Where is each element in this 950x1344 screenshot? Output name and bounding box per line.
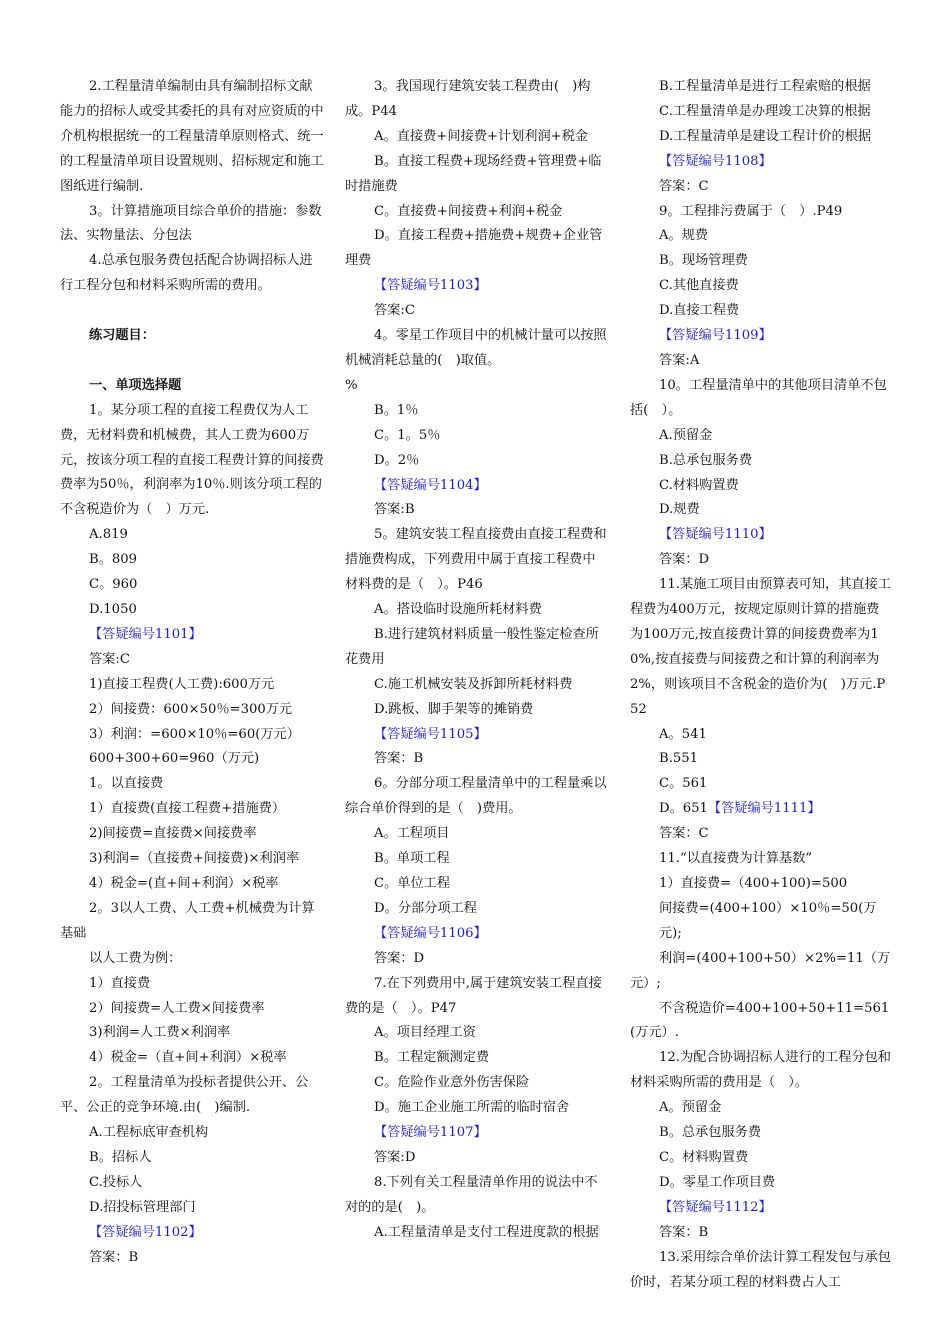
paragraph-text: A。直接费+间接费+计划利润+税金 [374,128,589,144]
paragraph-text: B。招标人 [89,1149,152,1165]
paragraph-text: 答案：B [374,751,424,767]
paragraph-text: 答案：C [659,178,709,194]
paragraph [60,648,325,673]
paragraph [630,224,892,249]
column-1 [60,75,325,1270]
paragraph-text: 1。以直接费 [89,776,164,792]
paragraph [60,847,325,872]
paragraph-text: 1。某分项工程的直接工程费仅为人工费，无材料费和机械费，其人工费为600万元，按该分项工程的直接工程费计算的间接费费率为50％，利润率为10％.则该分项工程的不含税造价为（ ）万元. [60,402,324,518]
paragraph-text: 6。分部分项工程量清单中的工程量乘以综合单价得到的是（ )费用。 [345,776,607,817]
paragraph [345,972,607,1022]
question-ref-label [345,922,607,947]
paragraph [630,75,892,100]
paragraph [345,772,607,822]
paragraph [630,1221,892,1246]
paragraph-text: 10。工程量清单中的其他项目清单不包括( ）。 [630,377,887,418]
paragraph-text: 2。工程量清单为投标者提供公开、公平、公正的竞争环境.由( )编制. [60,1075,309,1116]
paragraph [345,1221,607,1246]
paragraph [630,449,892,474]
paragraph [60,1146,325,1171]
paragraph-text: 答案:C [89,651,130,667]
paragraph-text: 【答疑编号1108】 [659,153,772,169]
paragraph-text: A.819 [89,527,128,543]
paragraph-text: C。材料购置费 [659,1149,749,1165]
paragraph [630,374,892,424]
paragraph [345,1171,607,1221]
paragraph-text: 答案：D [659,552,710,568]
paragraph-text: 【答疑编号1109】 [659,328,772,344]
paragraph-text: D.1050 [89,602,137,617]
paragraph-text: 4）税金=(直+间+利润）×税率 [89,875,279,891]
paragraph-text: 【答疑编号1104】 [374,477,487,493]
paragraph [630,548,892,573]
paragraph [630,1146,892,1171]
paragraph [630,1046,892,1096]
column-3 [630,75,892,1295]
paragraph [630,747,892,772]
paragraph [345,598,607,623]
paragraph-text: A。项目经理工资 [374,1025,476,1041]
paragraph-text: 答案:C [374,303,415,319]
paragraph [630,947,892,997]
paragraph-text: 13.采用综合单价法计算工程发包与承包价时，若某分项工程的材料费占人工 [630,1249,891,1290]
paragraph [60,249,325,299]
paragraph-text: 2）间接费：600×50％=300万元 [89,701,293,717]
paragraph-text: 12.为配合协调招标人进行的工程分包和材料采购所需的费用是（ ）。 [630,1050,891,1091]
paragraph [60,1121,325,1146]
paragraph-text: D.工程量清单是建设工程计价的根据 [659,128,872,144]
paragraph-text: 不含税造价=400+100+50+11=561(万元）. [630,1000,890,1041]
paragraph [345,1021,607,1046]
paragraph [630,200,892,225]
paragraph-text: D.规费 [659,502,700,518]
paragraph-text: 答案：B [659,1224,709,1240]
paragraph-text: C.其他直接费 [659,278,739,294]
paragraph [630,573,892,722]
paragraph-text: D。分部分项工程 [374,900,477,916]
paragraph [345,698,607,723]
paragraph-text: C。561 [659,776,708,792]
paragraph-text: 答案：C [659,826,709,842]
paragraph [60,324,325,349]
paragraph-text: B.进行建筑材料质量一般性鉴定检查所花费用 [345,626,599,667]
paragraph-text: 2）间接费=人工费×间接费率 [89,1000,265,1016]
paragraph-text: 答案:B [374,502,415,518]
paragraph [345,872,607,897]
paragraph [630,299,892,324]
paragraph-text: % [345,377,358,393]
question-ref-label [345,1121,607,1146]
paragraph [345,947,607,972]
paragraph-text: 2.工程量清单编制由具有编制招标文献能力的招标人或受其委托的具有对应资质的中介机构根据统一的工程量清单原则格式、统一的工程量清单项目设置规则、招标规定和施工图纸进行编制. [60,79,324,194]
paragraph [630,897,892,947]
paragraph-text: 练习题目： [89,328,155,344]
paragraph [60,797,325,822]
blank-line [60,349,325,374]
paragraph-text: 一、单项选择题 [89,377,182,393]
paragraph [630,1096,892,1121]
paragraph [60,75,325,200]
paragraph-text: A。工程项目 [374,826,450,842]
paragraph-text: 利润=(400+100+50）×2%=11（万元）; [630,950,891,991]
question-ref-label [345,723,607,748]
paragraph-text: C.投标人 [89,1174,143,1190]
paragraph [60,200,325,250]
paragraph [630,772,892,797]
paragraph [630,498,892,523]
paragraph-text: 以人工费为例： [89,950,182,966]
paragraph [345,897,607,922]
paragraph [60,723,325,748]
paragraph-text: 【答疑编号1102】 [89,1224,202,1240]
paragraph-text: A。541 [659,726,707,742]
paragraph [60,374,325,399]
paragraph [345,424,607,449]
question-ref-label [630,324,892,349]
paragraph-text: C。危险作业意外伤害保险 [374,1075,530,1091]
paragraph-text: 1）直接费 [89,975,151,991]
paragraph-text: D。2％ [374,452,420,468]
paragraph-text: 【答疑编号1110】 [659,527,772,543]
paragraph-text: 5。建筑安装工程直接费由直接工程费和措施费构成，下列费用中属于直接工程费中材料费的是（ ）。P46 [345,527,607,593]
paragraph [60,573,325,598]
paragraph [60,1071,325,1121]
paragraph-text: 9。工程排污费属于（ ）.P49 [659,203,843,219]
paragraph-text: 3）利润：=600×10％=60(万元） [89,726,300,742]
paragraph [345,150,607,200]
paragraph [60,698,325,723]
paragraph [60,673,325,698]
paragraph-text: 1）直接费=（400+100)=500 [659,876,848,891]
paragraph [60,897,325,947]
paragraph [345,224,607,274]
paragraph-text: 间接费=(400+100）×10％=50(万元); [659,900,877,941]
paragraph-text: 【答疑编号1105】 [374,726,487,742]
paragraph-text: A.预留金 [659,427,713,443]
paragraph [345,200,607,225]
paragraph [345,299,607,324]
paragraph [60,872,325,897]
paragraph-text: A。预留金 [659,1100,722,1116]
paragraph-text: C。1。5％ [374,427,441,443]
question-ref-label [630,523,892,548]
paragraph [345,324,607,374]
paragraph-text: 【答疑编号1101】 [89,626,202,642]
paragraph-text: 【答疑编号1103】 [374,278,487,294]
paragraph-text: A。搭设临时设施所耗材料费 [374,602,542,618]
paragraph [345,1071,607,1096]
paragraph [630,100,892,125]
paragraph [630,822,892,847]
paragraph [630,847,892,872]
paragraph-text: B。直接工程费+现场经费+管理费+临时措施费 [345,153,602,194]
question-ref-label [630,150,892,175]
paragraph-text: 2)间接费=直接费×间接费率 [89,826,257,842]
paragraph [60,1046,325,1071]
paragraph-text: A.工程量清单是支付工程进度款的根据 [374,1224,599,1240]
paragraph [630,997,892,1047]
paragraph-text: 1）直接费(直接工程费+措施费） [89,801,286,817]
paragraph-text: B。1％ [374,402,419,418]
paragraph [60,399,325,524]
paragraph [60,747,325,772]
paragraph [345,1146,607,1171]
paragraph [630,249,892,274]
paragraph [630,424,892,449]
paragraph-text: B.551 [659,751,699,767]
paragraph [345,747,607,772]
paragraph-text: 600+300+60=960（万元) [89,751,260,767]
paragraph [630,274,892,299]
paragraph [630,349,892,374]
paragraph-text: D。651 [659,801,708,817]
paragraph [345,125,607,150]
paragraph [345,673,607,698]
paragraph [60,1171,325,1196]
paragraph-text: B.工程量清单是进行工程索赔的根据 [659,79,871,94]
paragraph-text: 3。计算措施项目综合单价的措施：参数法、实物量法、分包法 [60,203,322,244]
paragraph-text: B.总承包服务费 [659,452,753,468]
paragraph [345,498,607,523]
paragraph-text: 【答疑编号1106】 [374,925,487,941]
column-2 [345,75,607,1246]
paragraph-text: C。直接费+间接费+利润+税金 [374,203,563,219]
paragraph-text: C.施工机械安装及拆卸所耗材料费 [374,676,573,692]
paragraph-text: D。零星工作项目费 [659,1174,776,1190]
paragraph [345,1046,607,1071]
paragraph [345,399,607,424]
paragraph [630,1171,892,1196]
paragraph-text: D.跳板、脚手架等的摊销费 [374,701,534,717]
paragraph-text: 2。3以人工费、人工费+机械费为计算基础 [60,900,315,941]
paragraph [630,1246,892,1296]
paragraph-text: D。直接工程费+措施费+规费+企业管理费 [345,228,603,269]
paragraph [630,872,892,897]
paragraph-text: 11.“以直接费为计算基数” [659,851,813,867]
paragraph [630,474,892,499]
paragraph-text: 4。零星工作项目中的机械计量可以按照机械消耗总量的( )取值。 [345,328,607,368]
paragraph [60,598,325,623]
paragraph [60,523,325,548]
paragraph [60,947,325,972]
paragraph [630,797,892,822]
paragraph-text: D.招投标管理部门 [89,1199,196,1215]
paragraph-text: 答案：B [89,1249,139,1265]
paragraph [345,822,607,847]
paragraph-text: 答案：D [374,950,425,966]
paragraph-text: 4.总承包服务费包括配合协调招标人进行工程分包和材料采购所需的费用。 [60,253,313,294]
paragraph [630,125,892,150]
paragraph [60,1246,325,1271]
paragraph-text: C.材料购置费 [659,477,739,493]
paragraph-text: 【答疑编号1112】 [659,1199,772,1215]
paragraph-text: B。总承包服务费 [659,1125,762,1141]
question-ref-label [60,623,325,648]
paragraph [60,997,325,1022]
paragraph [60,822,325,847]
paragraph-text: 8.下列有关工程量清单作用的说法中不对的的是( )。 [345,1174,598,1215]
paragraph-text: 答案:A [659,352,700,368]
paragraph-text: 答案:D [374,1149,416,1165]
paragraph-text: 3)利润=（直接费+间接费)×利润率 [89,851,300,867]
paragraph [345,623,607,673]
paragraph-text: A。规费 [659,228,709,244]
paragraph-text: D。施工企业施工所需的临时宿舍 [374,1100,570,1116]
paragraph-text: 7.在下列费用中,属于建筑安装工程直接费的是（ ）。P47 [345,975,602,1016]
question-ref-label: 【答疑编号1111】 [707,801,821,817]
paragraph-text: C。960 [89,577,138,593]
paragraph [345,847,607,872]
paragraph-text: 4）税金=（直+间+利润）×税率 [89,1050,287,1066]
paragraph-text: 3)利润=人工费×利润率 [89,1025,231,1041]
paragraph [60,972,325,997]
paragraph-text: C.工程量清单是办理竣工决算的根据 [659,103,871,119]
paragraph [60,772,325,797]
paragraph-text: C。单位工程 [374,876,451,891]
paragraph [345,374,607,399]
paragraph [630,175,892,200]
paragraph-text: 11.某施工项目由预算表可知，其直接工程费为400万元，按规定原则计算的措施费为100万元,按直接费计算的间接费费率为10%,按直接费与间接费之和计算的利润率为2%，则该项目不含税金的造价为( )万元.P52 [630,577,891,717]
paragraph-text: B。809 [89,552,138,568]
paragraph [345,449,607,474]
paragraph-text: B。工程定额测定费 [374,1050,490,1066]
paragraph [630,723,892,748]
question-ref-label [60,1221,325,1246]
paragraph [345,75,607,125]
paragraph-text: B。单项工程 [374,851,450,867]
question-ref-label [630,1196,892,1221]
paragraph [60,548,325,573]
blank-line [60,299,325,324]
paragraph-text: 1)直接工程费(人工费):600万元 [89,676,275,692]
paragraph-text: B。现场管理费 [659,253,748,269]
paragraph-text: D.直接工程费 [659,303,740,319]
question-ref-label [345,474,607,499]
question-ref-label [345,274,607,299]
paragraph [345,1096,607,1121]
paragraph-text: 3。我国现行建筑安装工程费由( )构成。P44 [345,79,591,119]
paragraph-text: A.工程标底审查机构 [89,1125,209,1141]
paragraph-text: 【答疑编号1107】 [374,1125,487,1141]
paragraph [345,523,607,598]
paragraph [630,1121,892,1146]
paragraph [60,1196,325,1221]
paragraph [60,1021,325,1046]
